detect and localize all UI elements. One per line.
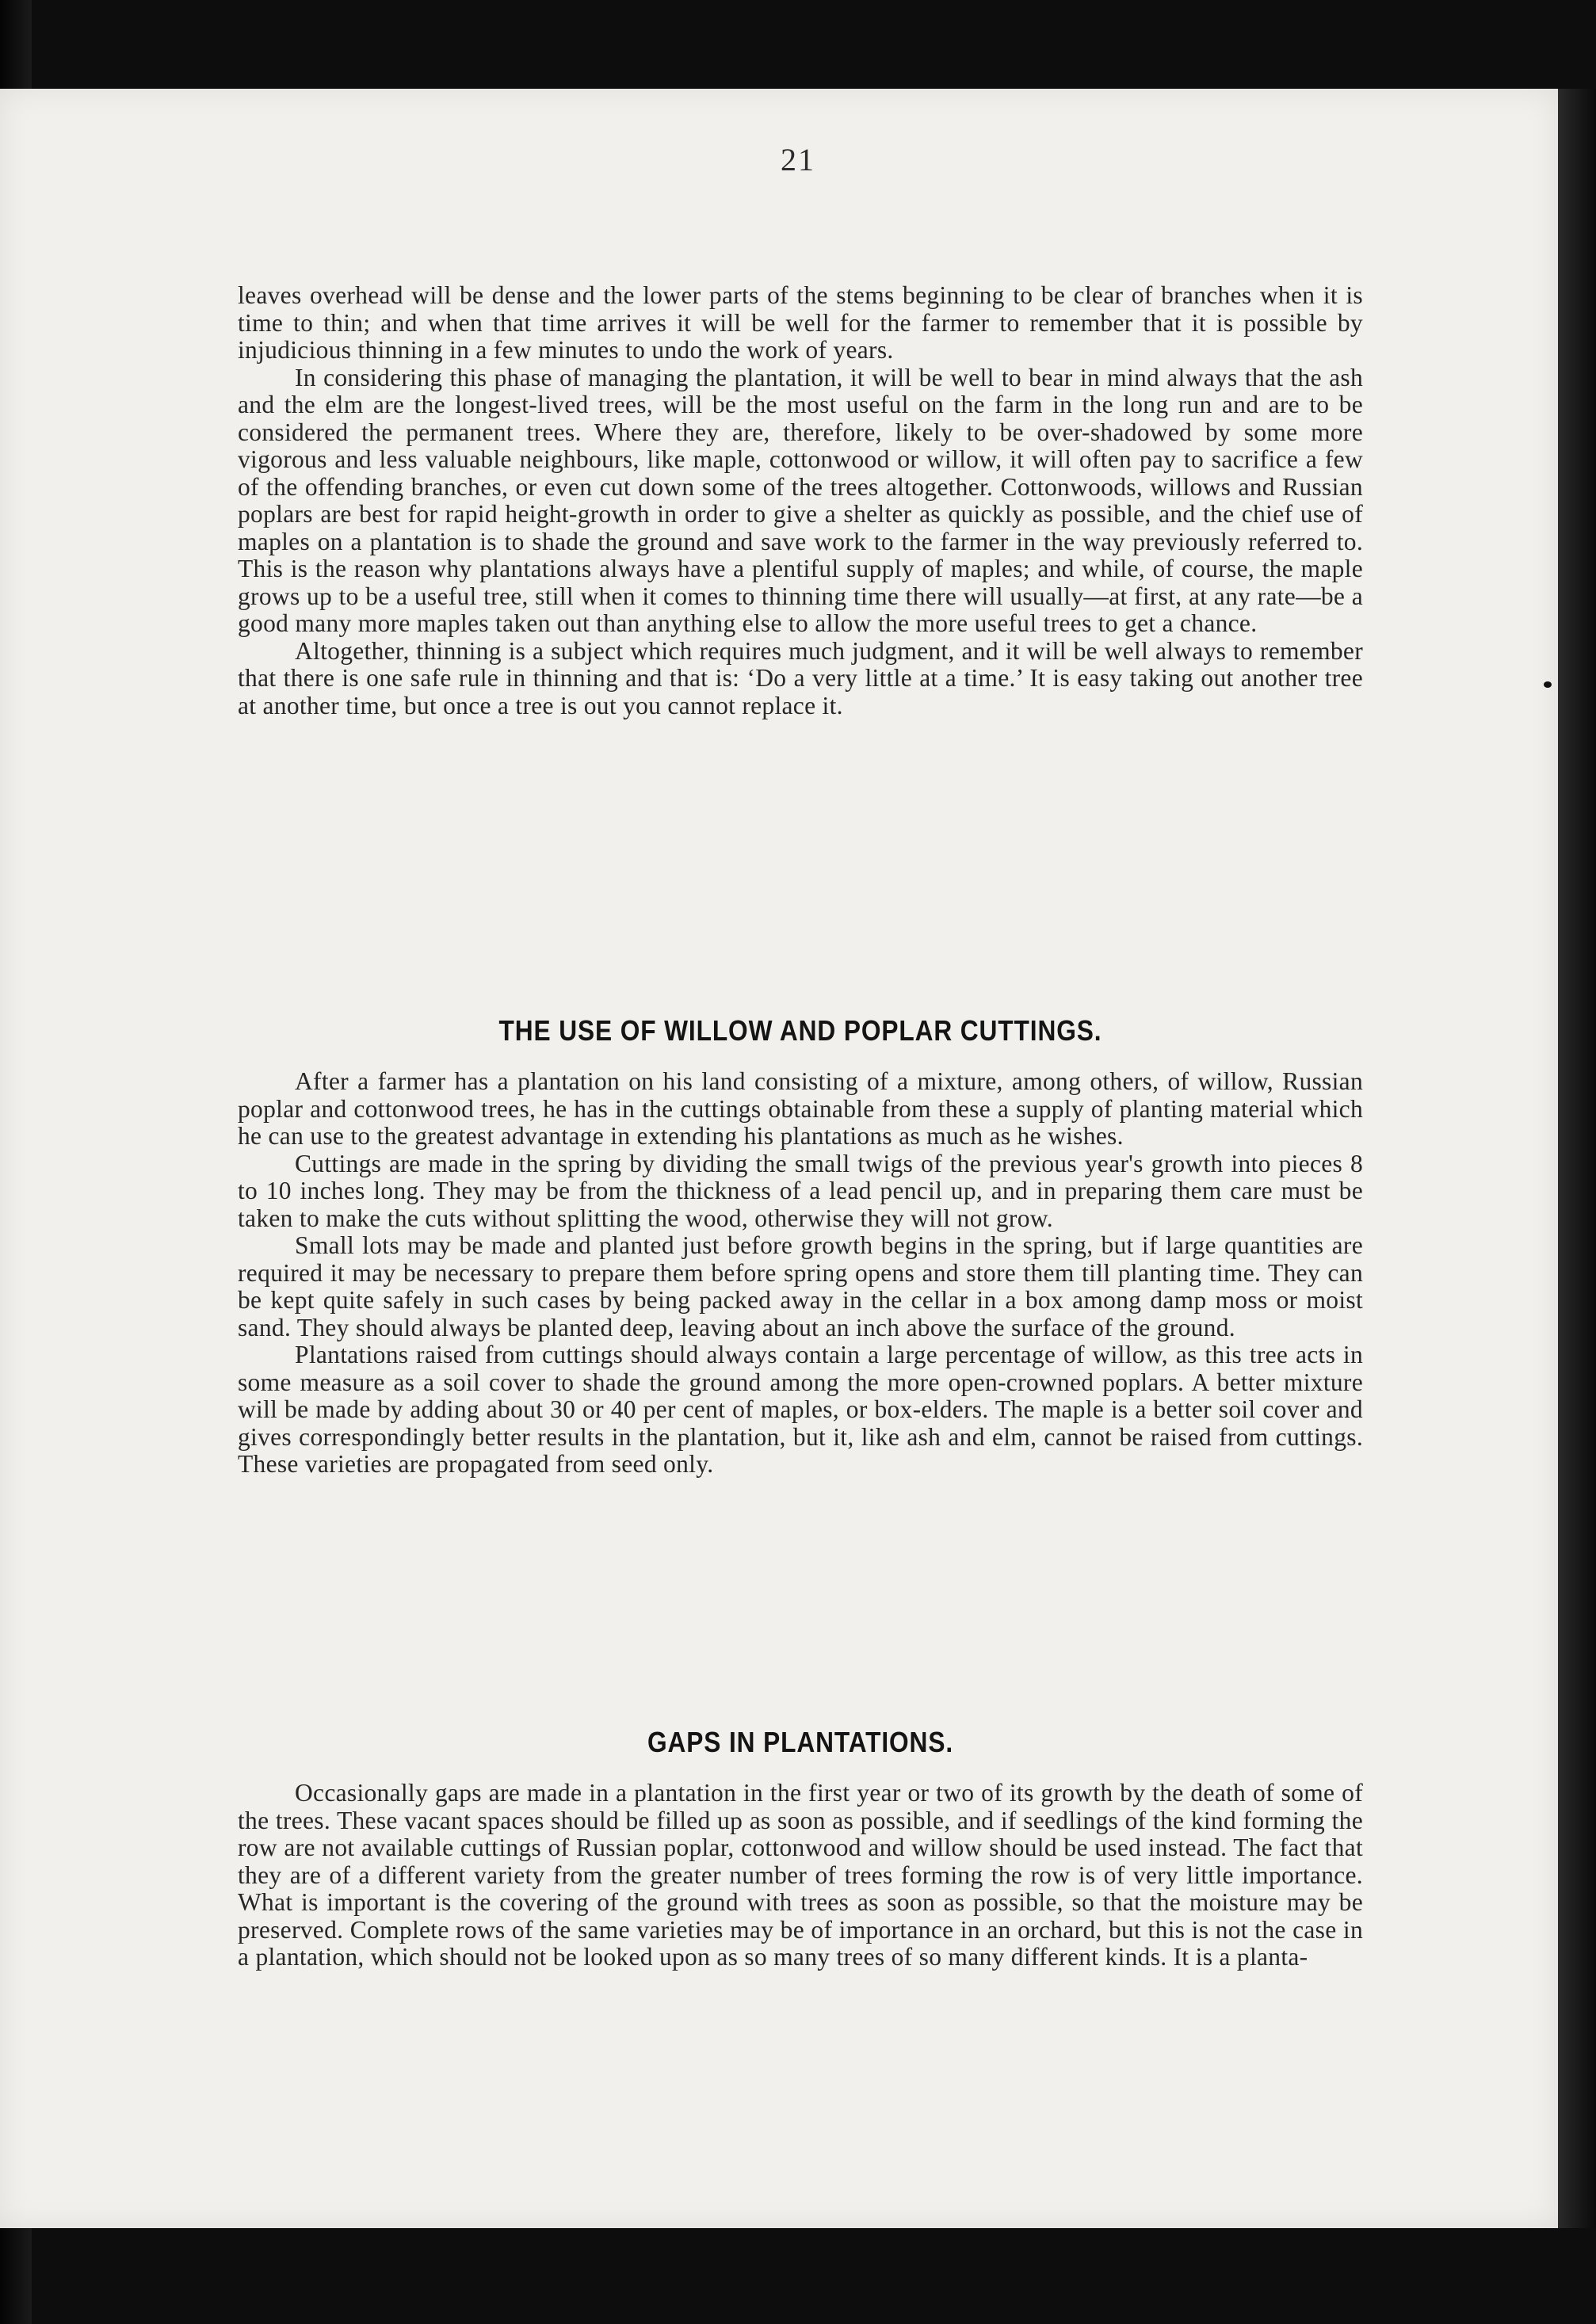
paragraph: In considering this phase of managing the plantation, it will be well to bear in mind always that the ash and the elm are the longest-lived trees, will be the most useful on the farm in the long run and are to be considered the permanent trees. Where they are, therefore, likely to be over-shadowed by some more vigorous and less valuable neighbours, like maple, cottonwood or willow, it will often pay to sacrifice a few of the offending branches, or even cut down some of the trees altogether. Cottonwoods, willows and Russian poplars are best for rapid height-growth in order to give a shelter as quickly as possible, and the chief use of maples on a plantation is to shade the ground and save work to the farmer in the way previously referred to. This is the reason why plantations always have a plentiful supply of maples; and while, of course, the maple grows up to be a useful tree, still when it comes to thinning time there will usually—at first, at any rate—be a good many more maples taken out than anything else to allow the more useful trees to get a chance. <box>238 363 1363 637</box>
section-heading-cuttings: THE USE OF WILLOW AND POPLAR CUTTINGS. <box>498 1014 1102 1047</box>
section-heading-gaps: GAPS IN PLANTATIONS. <box>647 1726 954 1758</box>
paragraph: Plantations raised from cuttings should always contain a large percentage of willow, as this tree acts in some measure as a soil cover to shade the ground among the more open-crowned poplars. A better mixture will be made by adding about 30 or 40 per cent of maples, or box-elders. The maple is a better soil cover and gives correspondingly better results in the plantation, but it, like ash and elm, cannot be raised from cuttings. These varieties are propagated from seed only. <box>238 1341 1363 1478</box>
scan-speck <box>1544 681 1552 688</box>
section-gaps <box>238 1780 1363 1971</box>
section-cuttings <box>238 1068 1363 1479</box>
scan-border-right <box>1558 89 1596 2228</box>
section-thinning-continued <box>238 282 1363 719</box>
paragraph: Cuttings are made in the spring by dividing the small twigs of the previous year's growth into pieces 8 to 10 inches long. They may be from the thickness of a lead pencil up, and in preparing them care must be taken to make the cuts without splitting the wood, otherwise they will not grow. <box>238 1149 1363 1232</box>
paragraph: leaves overhead will be dense and the lower parts of the stems beginning to be clear of branches when it is time to thin; and when that time arrives it will be well for the farmer to remember that it is possible by injudicious thinning in a few minutes to undo the work of years. <box>238 281 1363 364</box>
page-number: 21 <box>781 142 815 177</box>
paragraph: After a farmer has a plantation on his land consisting of a mixture, among others, of willow, Russian poplar and cottonwood trees, he has in the cuttings obtainable from these a supply of planting material which he can use to the greatest advantage in extending his plantations as much as he wishes. <box>238 1067 1363 1150</box>
paragraph: Altogether, thinning is a subject which requires much judgment, and it will be well always to remember that there is one safe rule in thinning and that is: ‘Do a very little at a time.’ It is easy taking out another tree at another time, but once a tree is out you cannot replace it. <box>238 636 1363 719</box>
paragraph: Occasionally gaps are made in a plantation in the first year or two of its growth by the death of some of the trees. These vacant spaces should be filled up as soon as possible, and if seedlings of the kind forming the row are not available cuttings of Russian poplar, cottonwood and willow should be used instead. The fact that they are of a different variety from the greater number of trees forming the row is of very little importance. What is important is the covering of the ground with trees as soon as possible, so that the moisture may be preserved. Complete rows of the same varieties may be of importance in an orchard, but this is not the case in a plantation, which should not be looked upon as so many trees of so many different kinds. It is a planta- <box>238 1779 1363 1971</box>
paragraph: Small lots may be made and planted just before growth begins in the spring, but if large quantities are required it may be necessary to prepare them before spring opens and store them till planting time. They can be kept quite safely in such cases by being packed away in the cellar in a box among damp moss or moist sand. They should always be planted deep, leaving about an inch above the surface of the ground. <box>238 1231 1363 1341</box>
